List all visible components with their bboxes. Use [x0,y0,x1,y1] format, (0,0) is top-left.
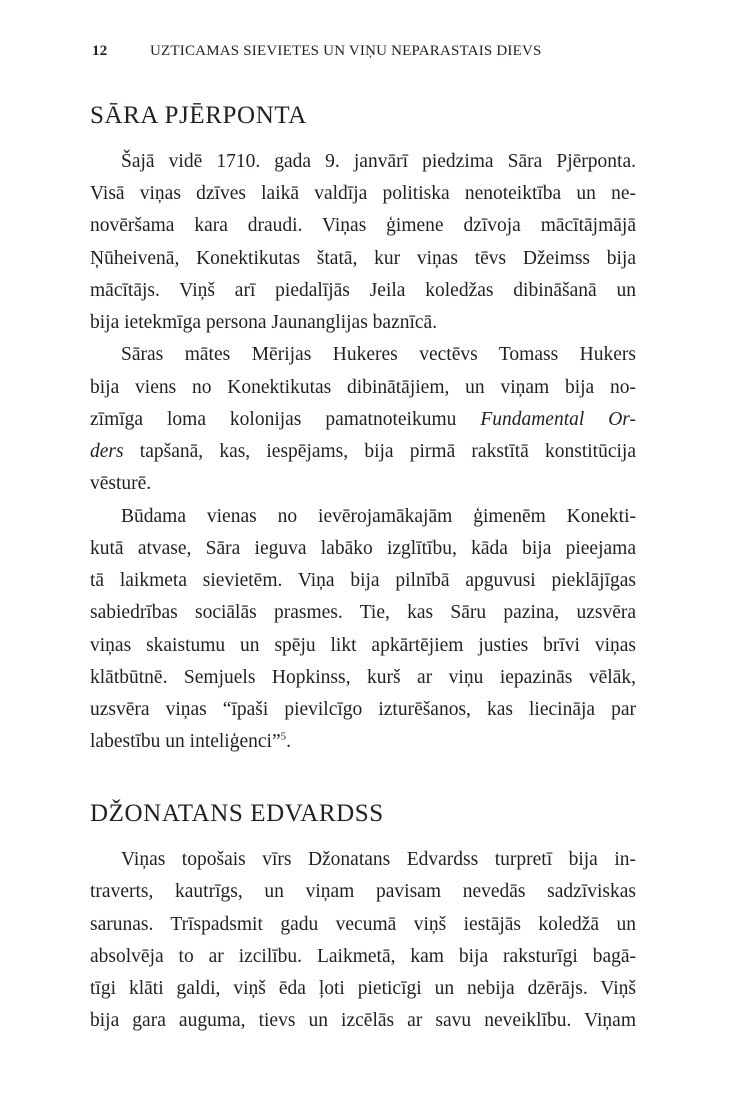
running-title: UZTICAMAS SIEVIETES UN VIŅU NEPARASTAIS DIEVS [150,43,542,59]
text-line [90,404,636,436]
text-line: absolvēja to ar izcilību. Laikmetā, kam bija raksturīgi bagā- [90,946,636,967]
text-line: Viņas topošais vīrs Džonatans Edvardss turpretī bija in- [121,849,636,870]
text-line: mācītājs. Viņš arī piedalījās Jeila koledžas dibināšanā un [90,280,636,301]
text-line [90,726,636,758]
page-number: 12 [92,43,108,59]
text-line: klātbūtnē. Semjuels Hopkinss, kurš ar viņu iepazinās vēlāk, [90,667,636,688]
text-line: novēršama kara draudi. Viņas ģimene dzīvoja mācītājmājā [90,215,636,236]
text-line: bija gara auguma, tievs un izcēlās ar savu neveiklību. Viņam [90,1010,636,1031]
text-line [90,436,636,468]
text-line: vēsturē. [90,473,152,494]
text-line: Sāras mātes Mērijas Hukeres vectēvs Tomass Hukers [121,344,636,365]
text-line: Būdama vienas no ievērojamākajām ģimenēm Konekti- [121,506,636,527]
section-heading-dzonatans-edvardss: DŽONATANS EDVARDSS [90,800,384,827]
text-segment: tapšanā, kas, iespējams, bija pirmā rakstītā konstitūcija [123,441,636,462]
italic-title: Fundamental Or- [480,409,636,430]
section-heading-sara-pjerponta: SĀRA PJĒRPONTA [90,102,307,129]
text-line: Šajā vidē 1710. gada 9. janvārī piedzima Sāra Pjērponta. [121,151,636,172]
text-segment: . [286,731,291,752]
text-line: viņas skaistumu un spēju likt apkārtējiem justies brīvi viņas [90,635,636,656]
text-segment: zīmīga loma kolonijas pamatnoteikumu [90,409,481,430]
text-line: bija ietekmīga persona Jaunanglijas baznīcā. [90,312,438,333]
text-line: tīgi klāti galdi, viņš ēda ļoti pieticīgi un nebija dzērājs. Viņš [90,978,636,999]
text-line: sarunas. Trīspadsmit gadu vecumā viņš iestājās koledžā un [90,914,636,935]
text-line: tā laikmeta sievietēm. Viņa bija pilnībā apguvusi pieklājīgas [90,570,636,591]
text-line: traverts, kautrīgs, un viņam pavisam nevedās sadzīviskas [90,881,636,902]
text-line: Visā viņas dzīves laikā valdīja politiska nenoteiktība un ne- [90,183,636,204]
footnote-reference: 5 [280,730,287,743]
text-line: Ņūheivenā, Konektikutas štatā, kur viņas tēvs Džeimss bija [90,248,636,269]
italic-title-continued: ders [90,441,124,462]
text-line: uzsvēra viņas “īpaši pievilcīgo izturēšanos, kas liecināja par [90,699,636,720]
text-line: bija viens no Konektikutas dibinātājiem, un viņam bija no- [90,377,636,398]
text-line: kutā atvase, Sāra ieguva labāko izglītību, kāda bija pieejama [90,538,636,559]
text-line: sabiedrības sociālās prasmes. Tie, kas Sāru pazina, uzsvēra [90,602,636,623]
text-segment: labestību un inteliģenci” [90,731,281,752]
running-header [92,40,646,62]
